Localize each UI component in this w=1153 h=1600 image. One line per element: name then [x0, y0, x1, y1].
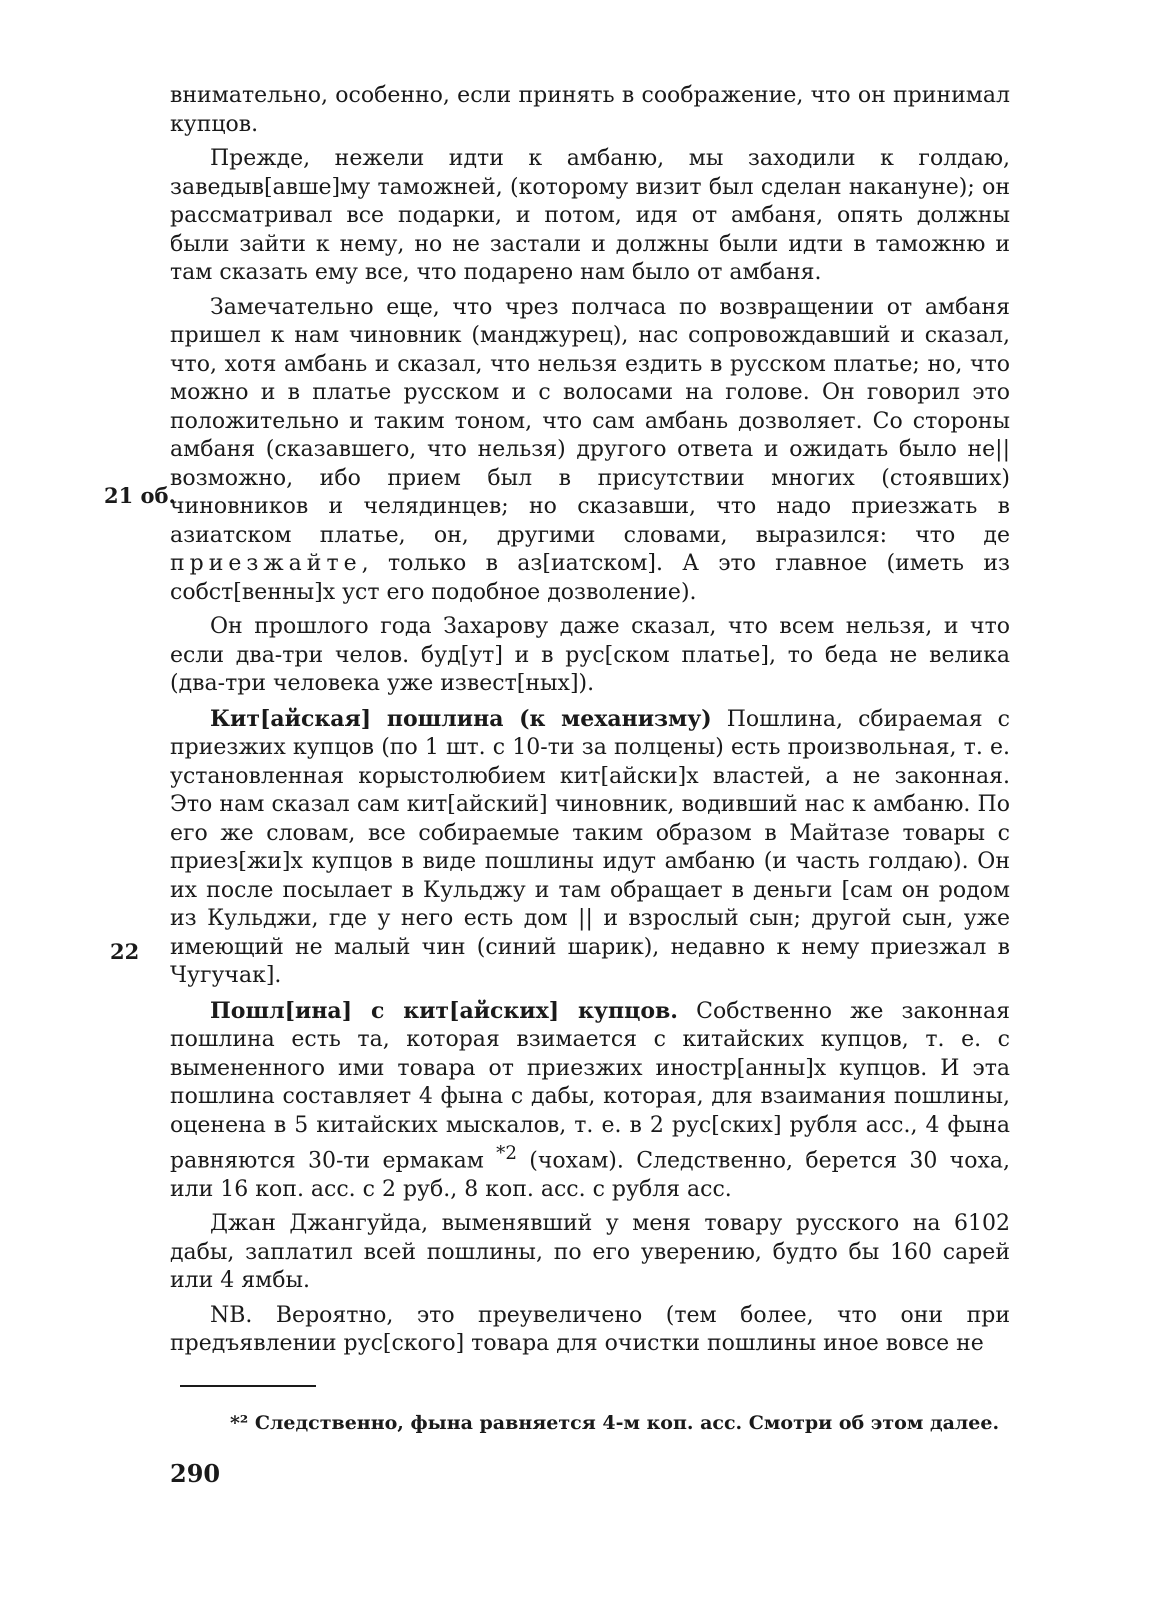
paragraph-7: Джан Джангуйда, выменявший у меня товару русского на 6102 дабы, заплатил всей пошлины, по его уверению, будто бы 160 сарей или 4 ямбы. [170, 1211, 1010, 1294]
footnote [230, 1410, 1030, 1436]
margin-note-folio-22: 22 [110, 939, 140, 964]
margin-note-folio-21: 21 об. [104, 483, 176, 508]
footnote-divider [180, 1385, 316, 1387]
paragraph-3 [170, 294, 1010, 608]
emphasized-word: приезжайте [170, 551, 362, 576]
section-heading-merchant-duty: Пошл[ина] с кит[айских] купцов. [210, 997, 678, 1024]
footnote-marker: *² [230, 1412, 249, 1434]
paragraph-2: Прежде, нежели идти к амбаню, мы заходили к голдаю, заведыв[авше]му таможней, (которому визит был сделан накануне); он рассматривал все подарки, и потом, идя от амбаня, опять должны были зайти к нему, но не застали и должны были идти в таможню и там сказать ему все, что подарено нам было от амбаня. [170, 146, 1010, 285]
paragraph-5-body: Пошлина, сбираемая с приезжих купцов (по 1 шт. с 10-ти за полцены) есть произвольная, т. е. установленная корыстолюбием кит[айски]х властей, а не законная. Это нам сказал сам кит[айский] чиновник, водивший нас к амбаню. По его же словам, все собираемые таким образом в Майтазе товары с приез[жи]х купцов в виде пошлины идут амбаню (и часть голдаю). Он их после посылает в Кульджу и там обращает в деньги [сам он родом из Кульджи, где у него есть дом || и взрослый сын; другой сын, уже имеющий не малый чин (синий шарик), недавно к нему приезжал в Чугучак]. [170, 706, 1010, 988]
paragraph-3-part-a: Замечательно еще, что чрез полчаса по возвращении от амбаня пришел к нам чиновник (манджурец), нас сопровождавший и сказал, что, хотя амбань и сказал, что нельзя ездить в русском платье; но, что можно и в платье русском и с волосами на голове. Он говорил это положительно и таким тоном, что сам амбань дозволяет. Со стороны амбаня (сказавшего, что нельзя) другого ответа и ожидать было не||возможно, ибо прием был в присутствии многих (стоявших) чиновников и челядинцев; но сказавши, что надо приезжать в азиатском платье, он, другими словами, выразился: что де [170, 294, 1010, 548]
section-heading-chinese-duty: Кит[айская] пошлина (к механизму) [210, 705, 712, 732]
footnote-reference: *2 [496, 1143, 517, 1164]
paragraph-3-part-b: , только в аз[иатском]. А это главное (иметь из собст[венны]х уст его подобное дозволение). [170, 551, 1010, 605]
paragraph-6 [170, 997, 1010, 1205]
paragraph-6-body-a: Собственно же законная пошлина есть та, которая взимается с китайских купцов, т. е. с вымененного ими товара от приезжих иностр[анны]х купцов. И эта пошлина составляет 4 фына с дабы, которая, для взаимания пошлины, оценена в 5 китайских мыскалов, т. е. в 2 рус[ских] рубля асс., 4 фына равняются 30-ти ермакам [170, 998, 1010, 1174]
paragraph-1: внимательно, особенно, если принять в соображение, что он принимал купцов. [170, 83, 1010, 137]
paragraph-8: NВ. Вероятно, это преувеличено (тем более, что они при предъявлении рус[ского] товара для очистки пошлины иное вовсе не [170, 1302, 1010, 1357]
paragraph-6-body-b: (чохам). Следственно, берется 30 чоха, или 16 коп. асс. с 2 руб., 8 коп. асс. с рубля асс. [170, 1148, 1010, 1202]
page-number: 290 [170, 1459, 221, 1488]
main-text [170, 82, 1010, 1365]
paragraph-4: Он прошлого года Захарову даже сказал, что всем нельзя, и что если два-три челов. буд[ут] и в рус[ском платье], то беда не велика (два-три человека уже извест[ных]). [170, 614, 1010, 696]
footnote-text: Следственно, фына равняется 4-м коп. асс. Смотри об этом далее. [254, 1412, 1000, 1434]
paragraph-5 [170, 705, 1010, 991]
